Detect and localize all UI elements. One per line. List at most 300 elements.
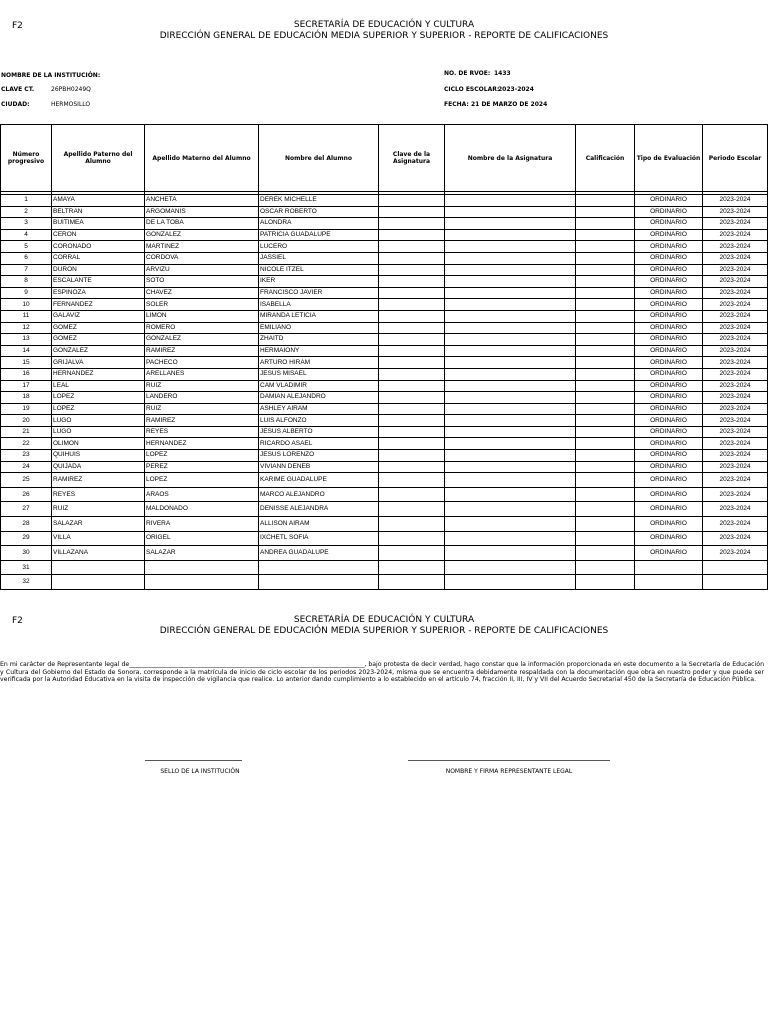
cell-nombre: EMILIANO: [259, 322, 379, 334]
cell-nombre: ARTURO HIRAM: [259, 357, 379, 369]
cell-apellido-materno: SALAZAR: [145, 546, 259, 561]
cell-apellido-paterno: GALAVIZ: [52, 310, 145, 322]
cell-numero: 18: [1, 392, 52, 404]
ciclo-value: 2023-2024: [498, 86, 534, 93]
cell-nombre: ZHAITD: [259, 334, 379, 346]
cell-clave-asignatura: [379, 531, 445, 546]
cell-nombre-asignatura: [445, 487, 576, 502]
cell-numero: 25: [1, 473, 52, 488]
cell-tipo-evaluacion: ORDINARIO: [635, 546, 703, 561]
grades-table: [0, 124, 768, 590]
cell-apellido-paterno: GRIJALVA: [52, 357, 145, 369]
cell-numero: 13: [1, 334, 52, 346]
cell-apellido-paterno: CERON: [52, 229, 145, 241]
cell-clave-asignatura: [379, 392, 445, 404]
cell-apellido-paterno: CORRAL: [52, 252, 145, 264]
cell-apellido-paterno: BUITIMEA: [52, 218, 145, 230]
table-row: [1, 415, 768, 427]
cell-nombre: ISABELLA: [259, 299, 379, 311]
cell-tipo-evaluacion: ORDINARIO: [635, 368, 703, 380]
table-row: [1, 334, 768, 346]
table-row: [1, 380, 768, 392]
table-body: [1, 192, 768, 590]
cell-numero: 8: [1, 276, 52, 288]
cell-nombre: DEREK MICHELLE: [259, 195, 379, 207]
cell-nombre-asignatura: [445, 264, 576, 276]
cell-calificacion: [576, 517, 635, 532]
cell-apellido-paterno: VILLAZANA: [52, 546, 145, 561]
cell-clave-asignatura: [379, 415, 445, 427]
cell-numero: 16: [1, 368, 52, 380]
cell-nombre-asignatura: [445, 392, 576, 404]
cell-numero: 22: [1, 438, 52, 450]
cell-nombre-asignatura: [445, 380, 576, 392]
cell-clave-asignatura: [379, 218, 445, 230]
cell-numero: 31: [1, 560, 52, 575]
cell-tipo-evaluacion: ORDINARIO: [635, 218, 703, 230]
col-numero: Número progresivo: [1, 125, 52, 192]
cell-nombre-asignatura: [445, 461, 576, 473]
cell-apellido-materno: ANCHETA: [145, 195, 259, 207]
cell-apellido-materno: MALDONADO: [145, 502, 259, 517]
seal-label: SELLO DE LA INSTITUCIÓN: [160, 768, 240, 775]
cell-clave-asignatura: [379, 560, 445, 575]
form-code-page2: F2: [12, 616, 23, 626]
cell-tipo-evaluacion: ORDINARIO: [635, 473, 703, 488]
cell-nombre-asignatura: [445, 241, 576, 253]
cell-apellido-materno: PACHECO: [145, 357, 259, 369]
cell-calificacion: [576, 310, 635, 322]
cell-clave-asignatura: [379, 461, 445, 473]
cell-tipo-evaluacion: ORDINARIO: [635, 299, 703, 311]
cell-tipo-evaluacion: ORDINARIO: [635, 241, 703, 253]
cell-clave-asignatura: [379, 546, 445, 561]
cell-nombre-asignatura: [445, 560, 576, 575]
table-row: [1, 426, 768, 438]
cell-nombre-asignatura: [445, 415, 576, 427]
cell-apellido-materno: HERNANDEZ: [145, 438, 259, 450]
cell-calificacion: [576, 206, 635, 218]
cell-numero: 14: [1, 345, 52, 357]
cell-calificacion: [576, 345, 635, 357]
cell-tipo-evaluacion: ORDINARIO: [635, 195, 703, 207]
cell-calificacion: [576, 357, 635, 369]
cell-nombre: [259, 560, 379, 575]
cell-apellido-materno: RUIZ: [145, 380, 259, 392]
cell-apellido-materno: REYES: [145, 426, 259, 438]
cell-periodo: [703, 560, 768, 575]
col-nombre: Nombre del Alumno: [259, 125, 379, 192]
table-row: [1, 218, 768, 230]
table-row: [1, 560, 768, 575]
cell-periodo: 2023-2024: [703, 392, 768, 404]
cell-periodo: 2023-2024: [703, 229, 768, 241]
cell-periodo: 2023-2024: [703, 322, 768, 334]
cell-apellido-paterno: OLIMON: [52, 438, 145, 450]
table-row: [1, 206, 768, 218]
table-row: [1, 438, 768, 450]
cell-numero: 3: [1, 218, 52, 230]
cell-clave-asignatura: [379, 502, 445, 517]
col-apellido-paterno: Apellido Paterno del Alumno: [52, 125, 145, 192]
cell-calificacion: [576, 276, 635, 288]
cell-calificacion: [576, 322, 635, 334]
cell-clave-asignatura: [379, 426, 445, 438]
cell-nombre: DENISSE ALEJANDRA: [259, 502, 379, 517]
cell-nombre: ANDREA GUADALUPE: [259, 546, 379, 561]
cell-periodo: 2023-2024: [703, 380, 768, 392]
cell-nombre-asignatura: [445, 299, 576, 311]
cell-nombre-asignatura: [445, 195, 576, 207]
cell-numero: 5: [1, 241, 52, 253]
cell-calificacion: [576, 380, 635, 392]
cell-apellido-paterno: RAMIREZ: [52, 473, 145, 488]
title-report: DIRECCIÓN GENERAL DE EDUCACIÓN MEDIA SUPERIOR Y SUPERIOR - REPORTE DE CALIFICACIONES: [159, 31, 609, 41]
cell-calificacion: [576, 229, 635, 241]
cell-calificacion: [576, 287, 635, 299]
cell-numero: 24: [1, 461, 52, 473]
cell-clave-asignatura: [379, 357, 445, 369]
cell-apellido-paterno: [52, 560, 145, 575]
table-row: [1, 575, 768, 590]
cell-nombre-asignatura: [445, 206, 576, 218]
cell-numero: 1: [1, 195, 52, 207]
cell-calificacion: [576, 403, 635, 415]
cell-clave-asignatura: [379, 206, 445, 218]
cell-calificacion: [576, 502, 635, 517]
cell-clave-asignatura: [379, 252, 445, 264]
table-row: [1, 310, 768, 322]
cell-clave-asignatura: [379, 229, 445, 241]
cell-nombre: ASHLEY AIRAM: [259, 403, 379, 415]
cell-nombre: CAM VLADIMIR: [259, 380, 379, 392]
cell-apellido-materno: CORDOVA: [145, 252, 259, 264]
cell-apellido-materno: [145, 560, 259, 575]
cell-periodo: 2023-2024: [703, 218, 768, 230]
title-secretaria-page2: SECRETARÍA DE EDUCACIÓN Y CULTURA: [293, 615, 475, 625]
cell-nombre-asignatura: [445, 531, 576, 546]
cell-tipo-evaluacion: ORDINARIO: [635, 487, 703, 502]
cell-calificacion: [576, 487, 635, 502]
cell-apellido-paterno: GONZALEZ: [52, 345, 145, 357]
cell-nombre-asignatura: [445, 334, 576, 346]
rvoe-label: NO. DE RVOE:: [444, 70, 491, 77]
cell-apellido-materno: RAMIREZ: [145, 415, 259, 427]
table-row: [1, 276, 768, 288]
cell-calificacion: [576, 560, 635, 575]
cell-nombre: NICOLE ITZEL: [259, 264, 379, 276]
cell-apellido-materno: LANDERO: [145, 392, 259, 404]
cell-tipo-evaluacion: ORDINARIO: [635, 357, 703, 369]
cell-periodo: 2023-2024: [703, 531, 768, 546]
cell-periodo: [703, 575, 768, 590]
cell-calificacion: [576, 195, 635, 207]
cell-apellido-materno: SOTO: [145, 276, 259, 288]
table-row: [1, 531, 768, 546]
cell-nombre: IKER: [259, 276, 379, 288]
table-row: [1, 322, 768, 334]
cell-numero: 29: [1, 531, 52, 546]
cell-nombre-asignatura: [445, 450, 576, 462]
cell-tipo-evaluacion: ORDINARIO: [635, 392, 703, 404]
cell-nombre: DAMIAN ALEJANDRO: [259, 392, 379, 404]
cell-apellido-paterno: ESPINOZA: [52, 287, 145, 299]
cell-periodo: 2023-2024: [703, 517, 768, 532]
cell-nombre-asignatura: [445, 252, 576, 264]
cell-apellido-materno: ROMERO: [145, 322, 259, 334]
col-clave-asignatura: Clave de la Asignatura: [379, 125, 445, 192]
cell-apellido-paterno: GOMEZ: [52, 334, 145, 346]
table-row: [1, 546, 768, 561]
legal-declaration: En mi carácter de Representante legal de____________________________________________________________________________, bajo protesta de decir verdad, hago constar que la información proporcionada en este documento a la Secretaría de Educación y Cultura del Gobierno del Estado de Sonora, corresponde a la matrícula de inicio de ciclo escolar de los periodos 2023-2024, misma que se encuentra debidamente respaldada con la documentación que obra en nuestro poder y que puede ser verificada por la Autoridad Educativa en la visita de inspección de vigilancia que realice. Lo anterior dando cumplimiento a lo establecido en el artículo 74, fracción II, III, IV y VII del Acuerdo Secretarial 450 de la Secretaría de Educación Pública.: [0, 661, 764, 684]
cell-calificacion: [576, 264, 635, 276]
title-secretaria: SECRETARÍA DE EDUCACIÓN Y CULTURA: [293, 20, 475, 30]
cell-apellido-materno: GONZALEZ: [145, 229, 259, 241]
cell-tipo-evaluacion: ORDINARIO: [635, 450, 703, 462]
cell-clave-asignatura: [379, 264, 445, 276]
cell-tipo-evaluacion: ORDINARIO: [635, 264, 703, 276]
cell-clave-asignatura: [379, 575, 445, 590]
cell-nombre-asignatura: [445, 575, 576, 590]
cell-numero: 11: [1, 310, 52, 322]
cell-nombre: JASSIEL: [259, 252, 379, 264]
cell-periodo: 2023-2024: [703, 241, 768, 253]
table-row: [1, 357, 768, 369]
cell-clave-asignatura: [379, 322, 445, 334]
cell-nombre: RICARDO ASAEL: [259, 438, 379, 450]
cell-calificacion: [576, 368, 635, 380]
ciudad-label: CIUDAD:: [1, 101, 30, 108]
cell-clave-asignatura: [379, 334, 445, 346]
cell-apellido-materno: LOPEZ: [145, 473, 259, 488]
cell-calificacion: [576, 415, 635, 427]
cell-periodo: 2023-2024: [703, 264, 768, 276]
cell-clave-asignatura: [379, 276, 445, 288]
ciudad-value: HERMOSILLO: [51, 101, 91, 108]
cell-apellido-paterno: FERNANDEZ: [52, 299, 145, 311]
cell-periodo: 2023-2024: [703, 334, 768, 346]
cell-nombre-asignatura: [445, 218, 576, 230]
cell-clave-asignatura: [379, 310, 445, 322]
title-report-page2: DIRECCIÓN GENERAL DE EDUCACIÓN MEDIA SUPERIOR Y SUPERIOR - REPORTE DE CALIFICACIONES: [159, 626, 609, 636]
cell-calificacion: [576, 531, 635, 546]
table-row: [1, 450, 768, 462]
cell-tipo-evaluacion: ORDINARIO: [635, 426, 703, 438]
cell-clave-asignatura: [379, 487, 445, 502]
cell-apellido-paterno: RUIZ: [52, 502, 145, 517]
cell-periodo: 2023-2024: [703, 368, 768, 380]
cell-numero: 17: [1, 380, 52, 392]
cell-numero: 28: [1, 517, 52, 532]
cell-calificacion: [576, 575, 635, 590]
cell-calificacion: [576, 450, 635, 462]
form-code: F2: [12, 21, 23, 31]
cell-numero: 6: [1, 252, 52, 264]
table-row: [1, 345, 768, 357]
cell-clave-asignatura: [379, 345, 445, 357]
cell-clave-asignatura: [379, 299, 445, 311]
cell-nombre: MIRANDA LETICIA: [259, 310, 379, 322]
cell-calificacion: [576, 299, 635, 311]
cell-nombre: JESUS ALBERTO: [259, 426, 379, 438]
cell-clave-asignatura: [379, 368, 445, 380]
cell-tipo-evaluacion: ORDINARIO: [635, 310, 703, 322]
cell-apellido-paterno: LUGO: [52, 426, 145, 438]
table-row: [1, 403, 768, 415]
cell-calificacion: [576, 438, 635, 450]
cell-periodo: 2023-2024: [703, 450, 768, 462]
cell-numero: 26: [1, 487, 52, 502]
cell-tipo-evaluacion: ORDINARIO: [635, 287, 703, 299]
cell-apellido-paterno: VILLA: [52, 531, 145, 546]
cell-apellido-paterno: REYES: [52, 487, 145, 502]
cell-nombre-asignatura: [445, 229, 576, 241]
table-row: [1, 264, 768, 276]
cell-nombre: JESUS LORENZO: [259, 450, 379, 462]
cell-apellido-paterno: HERNANDEZ: [52, 368, 145, 380]
cell-numero: 12: [1, 322, 52, 334]
col-nombre-asignatura: Nombre de la Asignatura: [445, 125, 576, 192]
col-calificacion: Calificación: [576, 125, 635, 192]
fecha-label: FECHA:: [444, 101, 469, 108]
cell-apellido-materno: LOPEZ: [145, 450, 259, 462]
cell-numero: 2: [1, 206, 52, 218]
cell-tipo-evaluacion: ORDINARIO: [635, 517, 703, 532]
cell-apellido-paterno: QUIHUIS: [52, 450, 145, 462]
cell-apellido-materno: ARGOMANIS: [145, 206, 259, 218]
signature-line: [408, 760, 610, 761]
cell-periodo: 2023-2024: [703, 438, 768, 450]
table-header-row: [1, 125, 768, 192]
cell-tipo-evaluacion: ORDINARIO: [635, 502, 703, 517]
cell-nombre-asignatura: [445, 276, 576, 288]
cell-apellido-paterno: CORONADO: [52, 241, 145, 253]
cell-apellido-paterno: LOPEZ: [52, 403, 145, 415]
cell-tipo-evaluacion: [635, 560, 703, 575]
cell-apellido-materno: ARELLANES: [145, 368, 259, 380]
cell-nombre: MARCO ALEJANDRO: [259, 487, 379, 502]
cell-apellido-materno: RUIZ: [145, 403, 259, 415]
cell-periodo: 2023-2024: [703, 195, 768, 207]
cell-tipo-evaluacion: ORDINARIO: [635, 531, 703, 546]
cell-nombre: LUIS ALFONZO: [259, 415, 379, 427]
cell-tipo-evaluacion: ORDINARIO: [635, 438, 703, 450]
cell-apellido-materno: PEREZ: [145, 461, 259, 473]
cell-tipo-evaluacion: ORDINARIO: [635, 461, 703, 473]
cell-clave-asignatura: [379, 287, 445, 299]
table-row: [1, 229, 768, 241]
clave-value: 26PBH0249Q: [51, 86, 91, 93]
cell-periodo: 2023-2024: [703, 546, 768, 561]
cell-periodo: 2023-2024: [703, 252, 768, 264]
cell-apellido-materno: DE LA TOBA: [145, 218, 259, 230]
cell-apellido-paterno: GOMEZ: [52, 322, 145, 334]
cell-numero: 30: [1, 546, 52, 561]
cell-tipo-evaluacion: ORDINARIO: [635, 403, 703, 415]
cell-periodo: 2023-2024: [703, 473, 768, 488]
cell-nombre: KARIME GUADALUPE: [259, 473, 379, 488]
cell-apellido-paterno: LEAL: [52, 380, 145, 392]
cell-clave-asignatura: [379, 438, 445, 450]
cell-nombre: FRANCISCO JAVIER: [259, 287, 379, 299]
cell-nombre-asignatura: [445, 357, 576, 369]
cell-apellido-paterno: LOPEZ: [52, 392, 145, 404]
cell-apellido-materno: RAMIREZ: [145, 345, 259, 357]
cell-clave-asignatura: [379, 517, 445, 532]
cell-apellido-paterno: QUIJADA: [52, 461, 145, 473]
cell-tipo-evaluacion: ORDINARIO: [635, 380, 703, 392]
cell-tipo-evaluacion: ORDINARIO: [635, 345, 703, 357]
table-row: [1, 487, 768, 502]
col-tipo-evaluacion: Tipo de Evaluación: [635, 125, 703, 192]
signature-label: NOMBRE Y FIRMA REPRESENTANTE LEGAL: [445, 768, 573, 775]
cell-nombre-asignatura: [445, 310, 576, 322]
cell-clave-asignatura: [379, 195, 445, 207]
table-row: [1, 473, 768, 488]
cell-clave-asignatura: [379, 473, 445, 488]
seal-line: [145, 760, 242, 761]
fecha-value: 21 DE MARZO DE 2024: [471, 101, 548, 108]
cell-periodo: 2023-2024: [703, 287, 768, 299]
cell-nombre-asignatura: [445, 438, 576, 450]
cell-clave-asignatura: [379, 241, 445, 253]
cell-nombre: VIVIANN DENEB: [259, 461, 379, 473]
cell-apellido-materno: MARTINEZ: [145, 241, 259, 253]
cell-apellido-paterno: BELTRAN: [52, 206, 145, 218]
table-row: [1, 195, 768, 207]
cell-periodo: 2023-2024: [703, 310, 768, 322]
cell-calificacion: [576, 218, 635, 230]
cell-nombre-asignatura: [445, 517, 576, 532]
cell-nombre: IXCHETL SOFIA: [259, 531, 379, 546]
cell-numero: 23: [1, 450, 52, 462]
cell-nombre-asignatura: [445, 287, 576, 299]
cell-tipo-evaluacion: ORDINARIO: [635, 206, 703, 218]
cell-nombre: LUCERO: [259, 241, 379, 253]
col-apellido-materno: Apellido Materno del Alumno: [145, 125, 259, 192]
cell-nombre: JESUS MISAEL: [259, 368, 379, 380]
table-row: [1, 368, 768, 380]
cell-periodo: 2023-2024: [703, 461, 768, 473]
cell-apellido-materno: GONZALEZ: [145, 334, 259, 346]
cell-apellido-materno: ORIGEL: [145, 531, 259, 546]
cell-nombre: ALONDRA: [259, 218, 379, 230]
cell-apellido-paterno: DURON: [52, 264, 145, 276]
cell-numero: 32: [1, 575, 52, 590]
cell-apellido-paterno: LUGO: [52, 415, 145, 427]
cell-numero: 7: [1, 264, 52, 276]
cell-nombre: OSCAR ROBERTO: [259, 206, 379, 218]
ciclo-label: CICLO ESCOLAR:: [444, 86, 500, 93]
cell-clave-asignatura: [379, 403, 445, 415]
cell-numero: 19: [1, 403, 52, 415]
cell-apellido-materno: SOLER: [145, 299, 259, 311]
cell-numero: 20: [1, 415, 52, 427]
cell-tipo-evaluacion: ORDINARIO: [635, 334, 703, 346]
institution-label: NOMBRE DE LA INSTITUCIÓN:: [1, 72, 101, 79]
cell-nombre-asignatura: [445, 473, 576, 488]
cell-nombre-asignatura: [445, 322, 576, 334]
col-periodo: Periodo Escolar: [703, 125, 768, 192]
cell-calificacion: [576, 252, 635, 264]
rvoe-value: 1433: [494, 70, 511, 77]
cell-nombre-asignatura: [445, 403, 576, 415]
table-row: [1, 287, 768, 299]
cell-nombre: [259, 575, 379, 590]
cell-nombre-asignatura: [445, 426, 576, 438]
cell-periodo: 2023-2024: [703, 345, 768, 357]
cell-tipo-evaluacion: ORDINARIO: [635, 252, 703, 264]
